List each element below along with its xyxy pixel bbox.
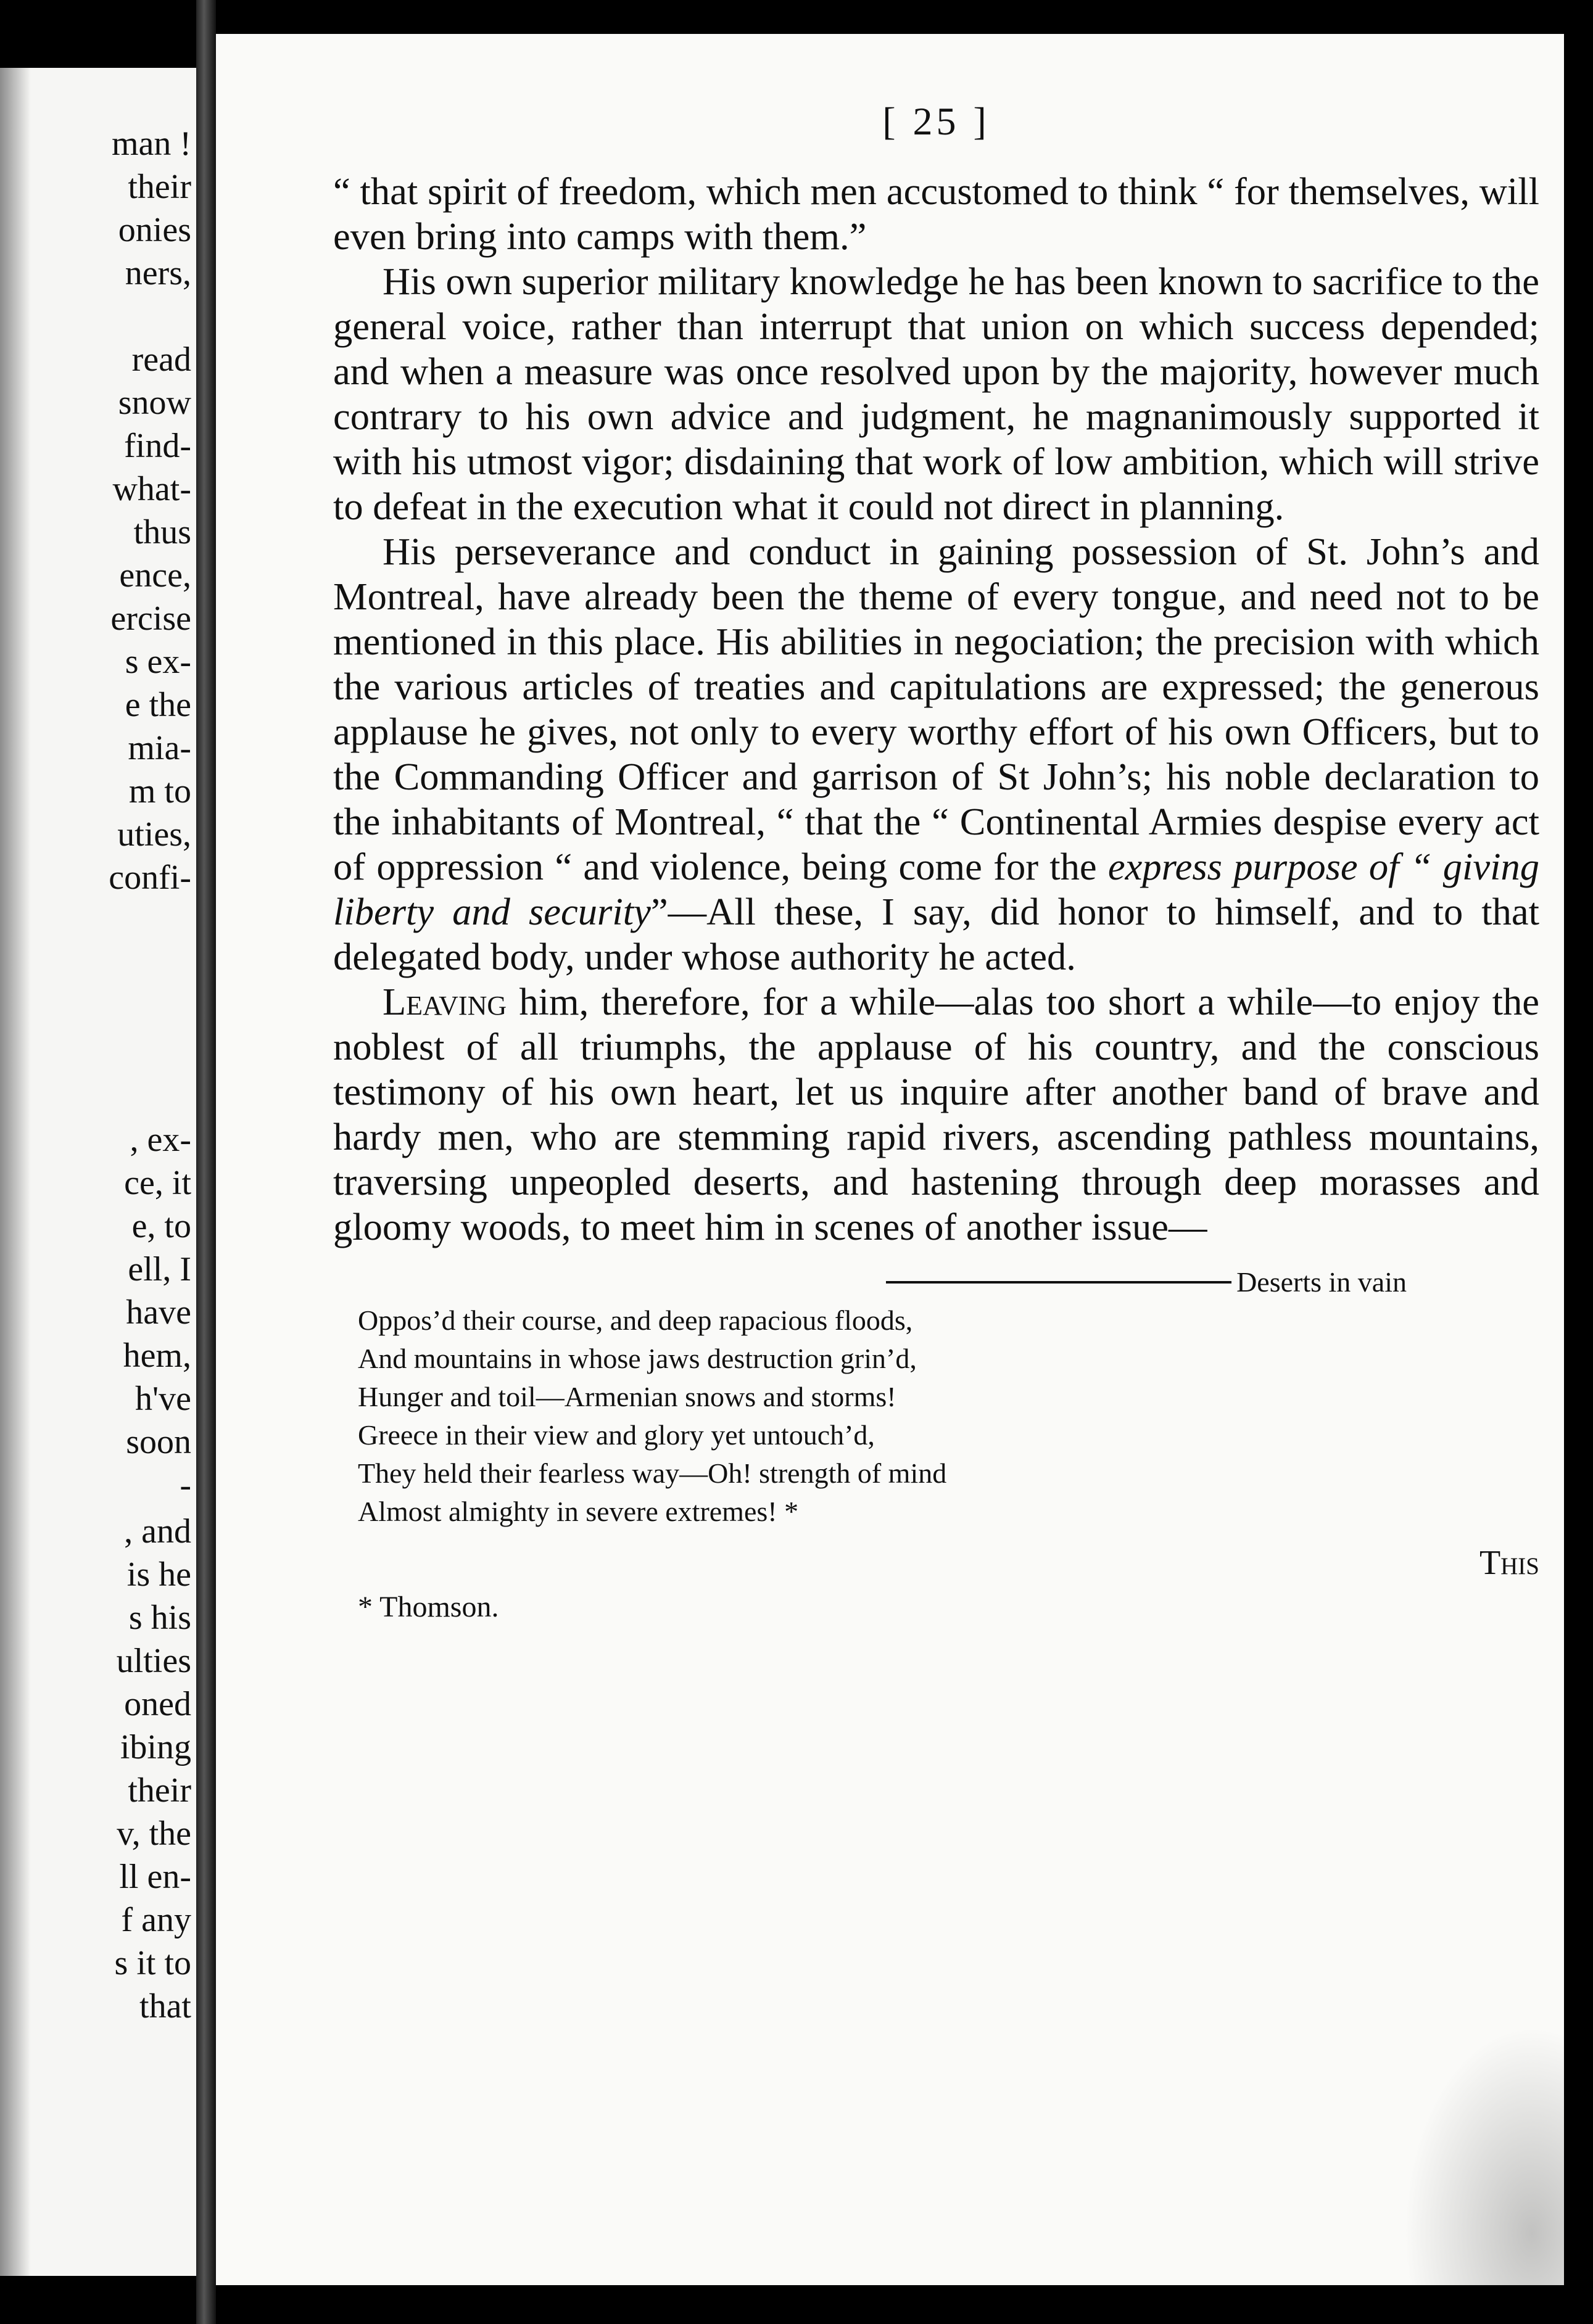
fragment-line: that [139, 1987, 191, 2025]
fragment-line: , ex- [130, 1121, 191, 1159]
fragment-line: h've [135, 1380, 191, 1418]
fragment-line: s it to [114, 1944, 191, 1982]
paragraph-perseverance-text: His perseverance and conduct in gaining possession of St. John’s and Montreal, have already been the theme of every tongue, and need not to be mentioned in this place. His abilities in negociation; the precision with which the various articles of treaties and capitulations are expressed; the generous applause he gives, not only to every worthy effort of his own Officers, but to the Commanding Officer and garrison of St John’s; his noble declaration to the inhabitants of Montreal, “ that the “ Continental Armies despise every act of oppression “ and violence, being come for the [333, 530, 1539, 888]
fragment-line: ulties [116, 1642, 191, 1680]
fragment-line: s his [128, 1599, 191, 1637]
verse-opening [333, 1263, 1539, 1301]
fragment-line: , and [124, 1512, 191, 1551]
left-page-fragment [0, 68, 196, 2276]
verse-rule-line [886, 1281, 1231, 1284]
fragment-line: oned [124, 1685, 191, 1723]
fragment-line: ence, [119, 556, 191, 595]
verse-line: They held their fearless way—Oh! strength of mind [358, 1457, 947, 1489]
fragment-line: is he [126, 1556, 191, 1594]
verse-line: Hunger and toil—Armenian snows and storms! [358, 1381, 896, 1412]
paragraph-leaving [333, 979, 1539, 1250]
verse-line: Oppos’d their course, and deep rapacious floods, [358, 1304, 913, 1336]
fragment-line: mia- [128, 729, 191, 767]
fragment-line: hem, [123, 1337, 191, 1375]
fragment-line: their [128, 168, 191, 206]
paragraph-perseverance [333, 529, 1539, 979]
small-caps-lead: Leaving [383, 980, 507, 1023]
verse-first-line: Deserts in vain [1236, 1266, 1407, 1298]
verse-block [358, 1301, 1539, 1531]
footnote: * Thomson. [358, 1591, 499, 1623]
fragment-line: e, to [131, 1207, 191, 1245]
fragment-line: have [126, 1293, 191, 1332]
italic-phrase: express purpose of “ giving liberty and security [333, 845, 1539, 933]
fragment-line: e the [125, 686, 191, 724]
fragment-line: onies [118, 211, 191, 249]
fragment-line: ce, it [124, 1164, 191, 1202]
fragment-line: their [128, 1771, 191, 1810]
fragment-line: confi- [109, 859, 191, 897]
page-stain [1404, 2026, 1564, 2285]
fragment-line: read [131, 340, 191, 379]
page-content [333, 99, 1539, 1624]
fragment-line: ell, I [128, 1250, 191, 1288]
page-number: [ 25 ] [882, 99, 990, 143]
fragment-line: - [180, 1466, 191, 1504]
left-page-edge-shadow [0, 68, 31, 2276]
fragment-line: soon [126, 1423, 191, 1461]
catchword: This [1479, 1544, 1539, 1582]
fragment-line: f any [121, 1901, 191, 1939]
paragraph-quote-continuation: “ that spirit of freedom, which men accustomed to think “ for themselves, will even bring into camps with them.” [333, 170, 1539, 258]
paragraph-leaving-text: him, therefore, for a while—alas too short a while—to enjoy the noblest of all triumphs, the applause of his country, and the conscious testimony of his own heart, let us inquire after another band of brave and hardy men, who are stemming rapid rivers, ascending pathless mountains, traversing unpeopled deserts, and hastening through deep morasses and gloomy woods, to meet him in scenes of another issue— [333, 980, 1539, 1248]
paragraph-perseverance-end: ”—All these, I say, did honor to himself, and to that delegated body, under whose authority he acted. [333, 890, 1539, 978]
paragraph-military-knowledge: His own superior military knowledge he has been known to sacrifice to the general voice, rather than interrupt that union on which success depended; and when a measure was once resolved upon by the majority, however much contrary to his own advice and judgment, he magnanimously supported it with his utmost vigor; disdaining that work of low ambition, which will strive to defeat in the execution what it could not direct in planning. [333, 260, 1539, 528]
fragment-line: v, the [117, 1815, 191, 1853]
fragment-line: m to [128, 772, 191, 810]
verse-line: Almost almighty in severe extremes! * [358, 1496, 799, 1527]
fragment-line: uties, [117, 815, 191, 854]
fragment-line: snow [118, 384, 191, 422]
verse-line: Greece in their view and glory yet untouch’d, [358, 1419, 875, 1451]
right-page [216, 34, 1564, 2285]
fragment-line: ercise [110, 600, 191, 638]
fragment-line: ibing [120, 1728, 191, 1766]
verse-line: And mountains in whose jaws destruction grin’d, [358, 1343, 917, 1374]
fragment-line: ners, [125, 254, 191, 292]
fragment-line: s ex- [125, 643, 191, 681]
fragment-line: ll en- [119, 1858, 191, 1896]
book-gutter [196, 0, 216, 2324]
fragment-line: thus [133, 513, 191, 551]
fragment-line: man ! [111, 125, 191, 163]
fragment-line: find- [124, 427, 191, 465]
fragment-line: what- [112, 470, 191, 508]
